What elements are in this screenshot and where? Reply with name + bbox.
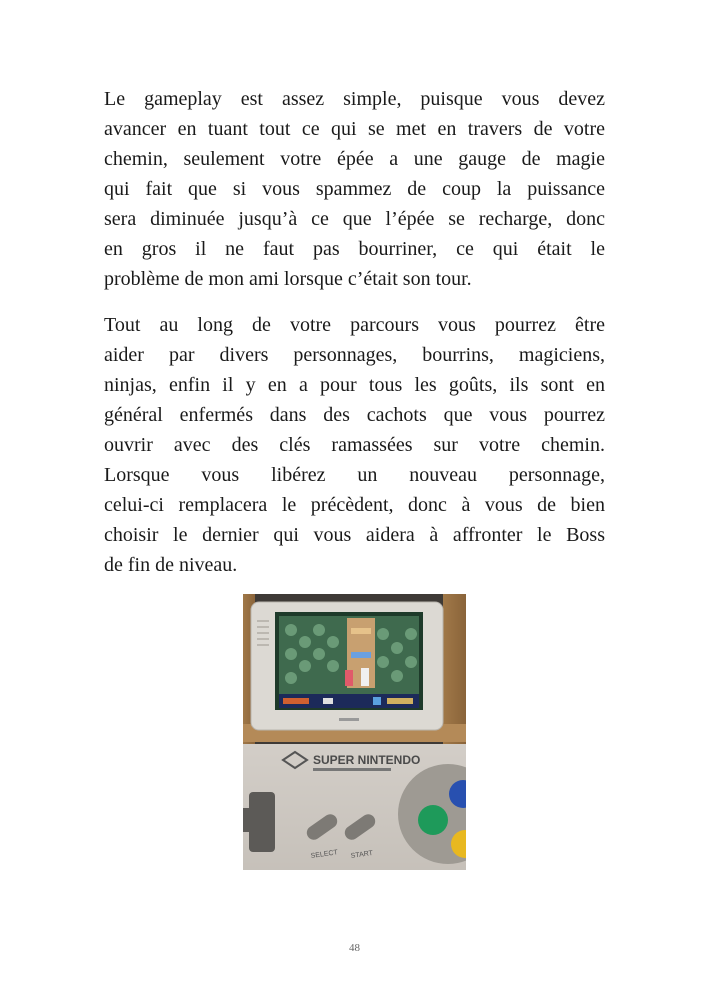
text-line: sera diminuée jusqu’à ce que l’épée se recharge, donc <box>104 208 605 230</box>
text-line: avancer en tuant tout ce qui se met en travers de votre <box>104 118 605 140</box>
text-line: choisir le dernier qui vous aidera à affronter le Boss <box>104 524 605 546</box>
text-line: aider par divers personnages, bourrins, magiciens, <box>104 344 605 366</box>
text-line: ninjas, enfin il y en a pour tous les goûts, ils sont en <box>104 374 605 396</box>
text-line: celui-ci remplacera le précèdent, donc à vous de bien <box>104 494 605 516</box>
text-line: général enfermés dans des cachots que vous pourrez <box>104 404 605 426</box>
text-line: Le gameplay est assez simple, puisque vous devez <box>104 88 605 110</box>
text-line: de fin de niveau. <box>104 554 238 576</box>
controller-brand-text: SUPER NINTENDO <box>313 753 421 767</box>
text-line: Lorsque vous libérez un nouveau personnage, <box>104 464 605 486</box>
start-label: START <box>350 849 374 860</box>
text-line: Tout au long de votre parcours vous pourrez être <box>104 314 605 336</box>
select-label: SELECT <box>310 849 339 860</box>
text-line: ouvrir avec des clés ramassées sur votre chemin. <box>104 434 605 456</box>
paragraph-1 <box>104 84 605 294</box>
text-line: en gros il ne faut pas bourriner, ce qui était le <box>104 238 605 260</box>
text-line: chemin, seulement votre épée a une gauge de magie <box>104 148 605 170</box>
page-number: 48 <box>349 942 360 954</box>
text-line: qui fait que si vous spammez de coup la puissance <box>104 178 605 200</box>
tv-and-controller-photo <box>243 594 466 870</box>
text-line: problème de mon ami lorsque c’était son tour. <box>104 268 472 290</box>
paragraph-2 <box>104 310 605 580</box>
